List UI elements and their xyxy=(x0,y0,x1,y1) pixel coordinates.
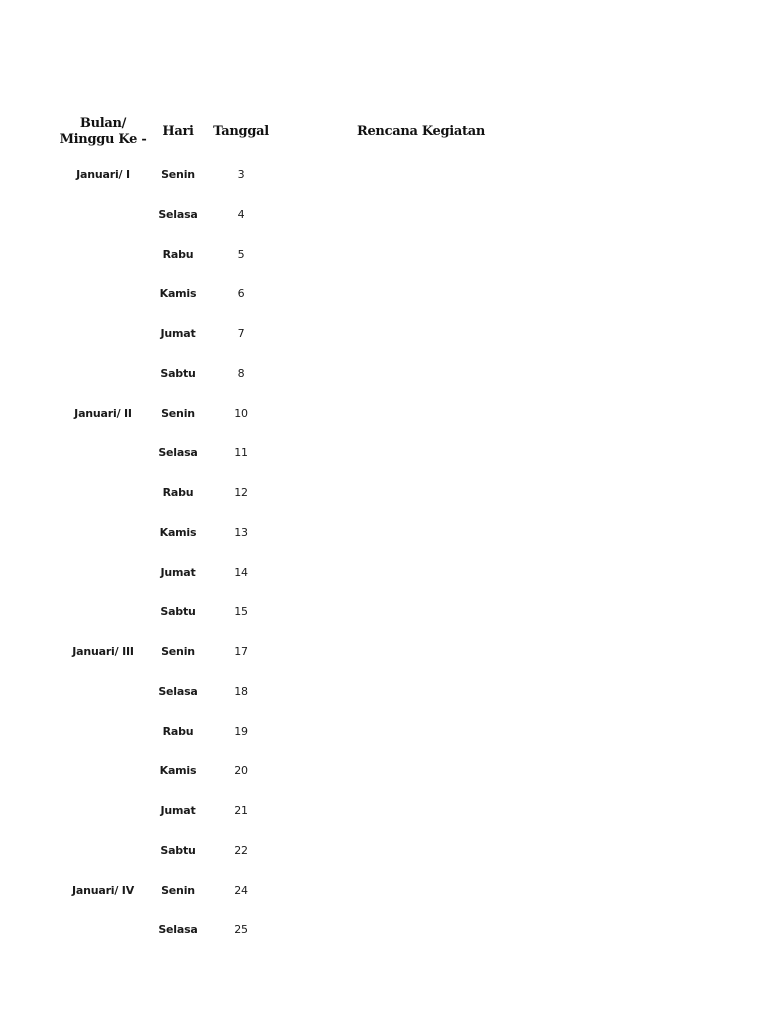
table-row xyxy=(0,801,768,841)
cell-tanggal: 10 xyxy=(234,406,248,420)
table-row xyxy=(0,920,768,960)
cell-hari: Selasa xyxy=(158,446,198,460)
table-header xyxy=(0,116,768,150)
cell-hari: Rabu xyxy=(162,247,194,261)
cell-hari: Selasa xyxy=(158,923,198,937)
cell-tanggal: 7 xyxy=(237,327,245,340)
table-body xyxy=(0,165,768,960)
cell-tanggal: 19 xyxy=(234,724,248,738)
cell-bulan-minggu: Januari/ III xyxy=(72,645,134,658)
table-row xyxy=(0,563,768,603)
cell-hari: Selasa xyxy=(158,684,198,698)
header-rencana-kegiatan: Rencana Kegiatan xyxy=(356,124,486,139)
cell-hari: Senin xyxy=(161,883,195,897)
table-row xyxy=(0,284,768,324)
table-row xyxy=(0,205,768,245)
header-hari: Hari xyxy=(162,124,194,139)
cell-hari: Senin xyxy=(161,645,195,658)
cell-bulan-minggu: Januari/ IV xyxy=(71,883,135,897)
cell-hari: Senin xyxy=(161,406,195,420)
header-bulan-line1: Bulan/ xyxy=(79,116,127,131)
cell-hari: Rabu xyxy=(162,724,194,738)
table-row xyxy=(0,165,768,205)
cell-tanggal: 5 xyxy=(237,247,245,261)
cell-hari: Kamis xyxy=(159,764,197,778)
cell-hari: Senin xyxy=(161,168,195,181)
cell-tanggal: 15 xyxy=(234,605,248,619)
table-row xyxy=(0,841,768,881)
cell-tanggal: 12 xyxy=(234,486,248,499)
cell-hari: Kamis xyxy=(159,525,197,539)
cell-bulan-minggu: Januari/ II xyxy=(74,406,132,420)
cell-tanggal: 14 xyxy=(234,565,248,579)
cell-tanggal: 11 xyxy=(234,446,248,460)
cell-tanggal: 8 xyxy=(237,366,245,380)
cell-tanggal: 4 xyxy=(237,207,245,221)
header-tanggal: Tanggal xyxy=(213,124,269,139)
cell-hari: Sabtu xyxy=(160,605,196,619)
cell-bulan-minggu: Januari/ I xyxy=(76,168,130,181)
cell-tanggal: 6 xyxy=(237,287,245,301)
header-bulan-line2: Minggu Ke - xyxy=(59,132,147,147)
header-bulan-minggu xyxy=(53,116,153,148)
table-row xyxy=(0,682,768,722)
cell-hari: Sabtu xyxy=(160,366,196,380)
cell-hari: Sabtu xyxy=(160,843,196,857)
table-row xyxy=(0,443,768,483)
table-row xyxy=(0,602,768,642)
cell-hari: Jumat xyxy=(160,327,196,340)
table-row xyxy=(0,881,768,921)
table-row xyxy=(0,324,768,364)
table-row xyxy=(0,761,768,801)
table-row xyxy=(0,483,768,523)
cell-tanggal: 20 xyxy=(234,764,248,778)
cell-tanggal: 17 xyxy=(234,645,248,658)
table-row xyxy=(0,642,768,682)
cell-tanggal: 21 xyxy=(234,804,248,817)
cell-hari: Selasa xyxy=(158,207,198,221)
cell-hari: Jumat xyxy=(160,565,196,579)
cell-tanggal: 22 xyxy=(234,843,248,857)
cell-hari: Jumat xyxy=(160,804,196,817)
cell-tanggal: 13 xyxy=(234,525,248,539)
table-row xyxy=(0,245,768,285)
cell-hari: Kamis xyxy=(159,287,197,301)
cell-tanggal: 18 xyxy=(234,684,248,698)
table-row xyxy=(0,523,768,563)
cell-tanggal: 3 xyxy=(237,168,245,181)
table-row xyxy=(0,364,768,404)
cell-tanggal: 25 xyxy=(234,923,248,937)
table-row xyxy=(0,404,768,444)
cell-hari: Rabu xyxy=(162,486,194,499)
table-row xyxy=(0,722,768,762)
cell-tanggal: 24 xyxy=(234,883,248,897)
